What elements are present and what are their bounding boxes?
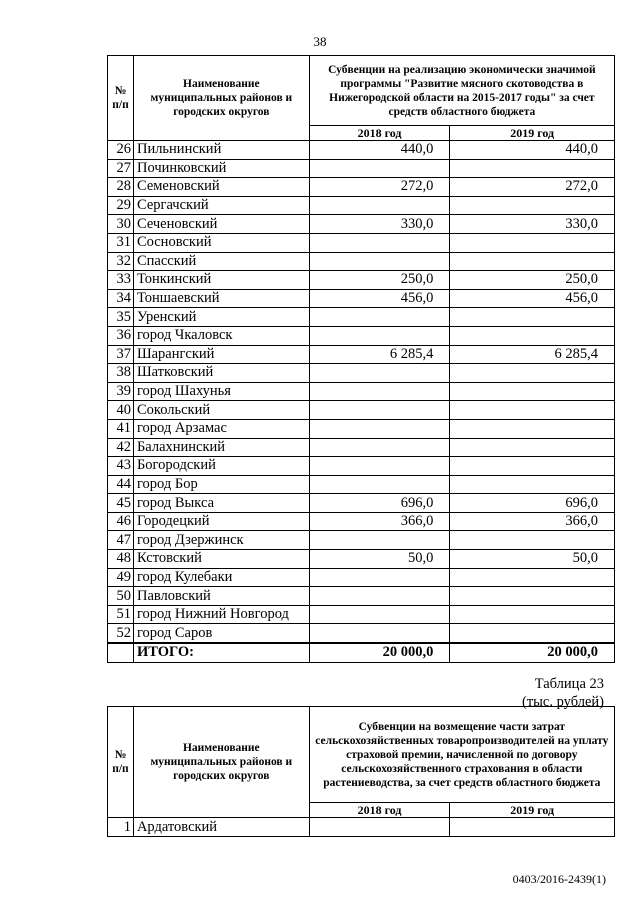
subvention-table-meat-cattle xyxy=(107,55,615,663)
district-name: Сосновский xyxy=(133,233,309,252)
row-number: 52 xyxy=(108,624,134,643)
value-2018 xyxy=(309,568,450,587)
value-2018: 272,0 xyxy=(309,178,450,197)
col-header-year-2019: 2019 год xyxy=(450,126,615,141)
district-name: Богородский xyxy=(133,457,309,476)
value-2019 xyxy=(450,382,615,401)
table-row xyxy=(108,475,615,494)
value-2019: 456,0 xyxy=(450,289,615,308)
district-name: Сеченовский xyxy=(133,215,309,234)
value-2019 xyxy=(450,531,615,550)
value-2019 xyxy=(450,159,615,178)
row-number: 51 xyxy=(108,605,134,624)
table-row xyxy=(108,233,615,252)
value-2019 xyxy=(450,252,615,271)
value-2018 xyxy=(309,587,450,606)
table-row xyxy=(108,382,615,401)
subvention-table-insurance xyxy=(107,706,615,837)
district-name: Сокольский xyxy=(133,401,309,420)
value-2018 xyxy=(309,475,450,494)
value-2019 xyxy=(450,419,615,438)
value-2019: 50,0 xyxy=(450,550,615,569)
value-2018 xyxy=(309,401,450,420)
total-2018: 20 000,0 xyxy=(309,643,450,662)
value-2019: 366,0 xyxy=(450,512,615,531)
value-2018 xyxy=(309,531,450,550)
row-number: 50 xyxy=(108,587,134,606)
value-2019: 696,0 xyxy=(450,494,615,513)
col-header-year-2018: 2018 год xyxy=(309,126,450,141)
row-number: 34 xyxy=(108,289,134,308)
value-2018 xyxy=(309,233,450,252)
value-2019: 250,0 xyxy=(450,271,615,290)
district-name: город Саров xyxy=(133,624,309,643)
table-row xyxy=(108,364,615,383)
document-code: 0403/2016-2439(1) xyxy=(512,872,606,886)
row-number: 48 xyxy=(108,550,134,569)
table-row xyxy=(108,624,615,643)
table-row xyxy=(108,252,615,271)
total-row xyxy=(108,643,615,662)
value-2019 xyxy=(450,457,615,476)
value-2018: 6 285,4 xyxy=(309,345,450,364)
value-2018 xyxy=(309,326,450,345)
table-row xyxy=(108,271,615,290)
table-row xyxy=(108,605,615,624)
row-number: 28 xyxy=(108,178,134,197)
district-name: город Шахунья xyxy=(133,382,309,401)
value-2019 xyxy=(450,587,615,606)
value-2019: 6 285,4 xyxy=(450,345,615,364)
row-number: 31 xyxy=(108,233,134,252)
col-header-number: № п/п xyxy=(108,56,134,141)
row-number: 36 xyxy=(108,326,134,345)
table-row xyxy=(108,141,615,160)
row-number: 35 xyxy=(108,308,134,327)
row-number: 40 xyxy=(108,401,134,420)
district-name: город Выкса xyxy=(133,494,309,513)
table-row xyxy=(108,531,615,550)
row-number: 43 xyxy=(108,457,134,476)
row-number: 29 xyxy=(108,196,134,215)
district-name: Балахнинский xyxy=(133,438,309,457)
row-number: 32 xyxy=(108,252,134,271)
table-row xyxy=(108,159,615,178)
col-header-number: № п/п xyxy=(108,707,134,818)
district-name: Тонкинский xyxy=(133,271,309,290)
value-2019: 440,0 xyxy=(450,141,615,160)
value-2018 xyxy=(309,818,450,837)
row-number: 42 xyxy=(108,438,134,457)
table-row xyxy=(108,326,615,345)
col-header-year-2018: 2018 год xyxy=(309,803,450,818)
table-row xyxy=(108,196,615,215)
value-2018 xyxy=(309,364,450,383)
district-name: город Бор xyxy=(133,475,309,494)
value-2018 xyxy=(309,624,450,643)
district-name: Семеновский xyxy=(133,178,309,197)
district-name: Тоншаевский xyxy=(133,289,309,308)
district-name: Шатковский xyxy=(133,364,309,383)
district-name: Городецкий xyxy=(133,512,309,531)
table-23-units: (тыс. рублей) xyxy=(522,694,604,710)
table-row xyxy=(108,345,615,364)
value-2018: 440,0 xyxy=(309,141,450,160)
value-2018 xyxy=(309,308,450,327)
col-header-name: Наименование муниципальных районов и городских округов xyxy=(133,707,309,818)
district-name: Спасский xyxy=(133,252,309,271)
row-number: 37 xyxy=(108,345,134,364)
value-2019 xyxy=(450,605,615,624)
value-2019 xyxy=(450,233,615,252)
row-number: 26 xyxy=(108,141,134,160)
value-2018 xyxy=(309,159,450,178)
district-name: Кстовский xyxy=(133,550,309,569)
value-2019 xyxy=(450,568,615,587)
value-2019 xyxy=(450,308,615,327)
row-number: 49 xyxy=(108,568,134,587)
value-2018: 50,0 xyxy=(309,550,450,569)
district-name: Сергачский xyxy=(133,196,309,215)
value-2018 xyxy=(309,196,450,215)
row-number: 38 xyxy=(108,364,134,383)
table-body xyxy=(108,818,615,837)
value-2018 xyxy=(309,382,450,401)
col-header-year-2019: 2019 год xyxy=(450,803,615,818)
district-name: город Нижний Новгород xyxy=(133,605,309,624)
table-row xyxy=(108,419,615,438)
row-number: 30 xyxy=(108,215,134,234)
value-2019 xyxy=(450,624,615,643)
row-number: 46 xyxy=(108,512,134,531)
value-2019 xyxy=(450,326,615,345)
table-row xyxy=(108,401,615,420)
value-2018: 330,0 xyxy=(309,215,450,234)
table-row xyxy=(108,587,615,606)
table-body xyxy=(108,141,615,644)
value-2019 xyxy=(450,818,615,837)
value-2019 xyxy=(450,475,615,494)
value-2018: 456,0 xyxy=(309,289,450,308)
district-name: город Арзамас xyxy=(133,419,309,438)
value-2018 xyxy=(309,457,450,476)
page-number: 38 xyxy=(313,34,327,49)
value-2019 xyxy=(450,196,615,215)
col-header-subvention: Субвенции на возмещение части затрат сельскохозяйственных товаропроизводителей на уплату страховой премии, начисленной по договору сельскохозяйственного страхования в области растениеводства, за счет средств областного бюджета xyxy=(309,707,614,803)
district-name: Ардатовский xyxy=(133,818,309,837)
total-2019: 20 000,0 xyxy=(450,643,615,662)
table-row xyxy=(108,818,615,837)
table-row xyxy=(108,289,615,308)
district-name: город Чкаловск xyxy=(133,326,309,345)
row-number: 27 xyxy=(108,159,134,178)
table-row xyxy=(108,550,615,569)
value-2018 xyxy=(309,419,450,438)
value-2019 xyxy=(450,364,615,383)
table-row xyxy=(108,215,615,234)
value-2018: 696,0 xyxy=(309,494,450,513)
value-2018 xyxy=(309,438,450,457)
table-23-label: Таблица 23 xyxy=(534,676,604,692)
district-name: Починковский xyxy=(133,159,309,178)
row-number: 44 xyxy=(108,475,134,494)
value-2019: 330,0 xyxy=(450,215,615,234)
value-2018: 366,0 xyxy=(309,512,450,531)
district-name: Пильнинский xyxy=(133,141,309,160)
value-2018 xyxy=(309,252,450,271)
col-header-name: Наименование муниципальных районов и городских округов xyxy=(133,56,309,141)
value-2019 xyxy=(450,438,615,457)
table-row xyxy=(108,494,615,513)
table-row xyxy=(108,438,615,457)
table-row xyxy=(108,308,615,327)
row-number: 41 xyxy=(108,419,134,438)
district-name: Уренский xyxy=(133,308,309,327)
table-row xyxy=(108,178,615,197)
col-header-subvention: Субвенции на реализацию экономически значимой программы "Развитие мясного скотоводства в Нижегородской области на 2015-2017 годы" за счет средств областного бюджета xyxy=(309,56,614,126)
total-label: ИТОГО: xyxy=(133,643,309,662)
value-2018: 250,0 xyxy=(309,271,450,290)
value-2019 xyxy=(450,401,615,420)
row-number: 45 xyxy=(108,494,134,513)
table-row xyxy=(108,457,615,476)
row-number: 39 xyxy=(108,382,134,401)
table-row xyxy=(108,512,615,531)
row-number: 1 xyxy=(108,818,134,837)
row-number: 47 xyxy=(108,531,134,550)
row-number: 33 xyxy=(108,271,134,290)
value-2018 xyxy=(309,605,450,624)
table-row xyxy=(108,568,615,587)
district-name: город Дзержинск xyxy=(133,531,309,550)
district-name: город Кулебаки xyxy=(133,568,309,587)
district-name: Павловский xyxy=(133,587,309,606)
district-name: Шарангский xyxy=(133,345,309,364)
value-2019: 272,0 xyxy=(450,178,615,197)
